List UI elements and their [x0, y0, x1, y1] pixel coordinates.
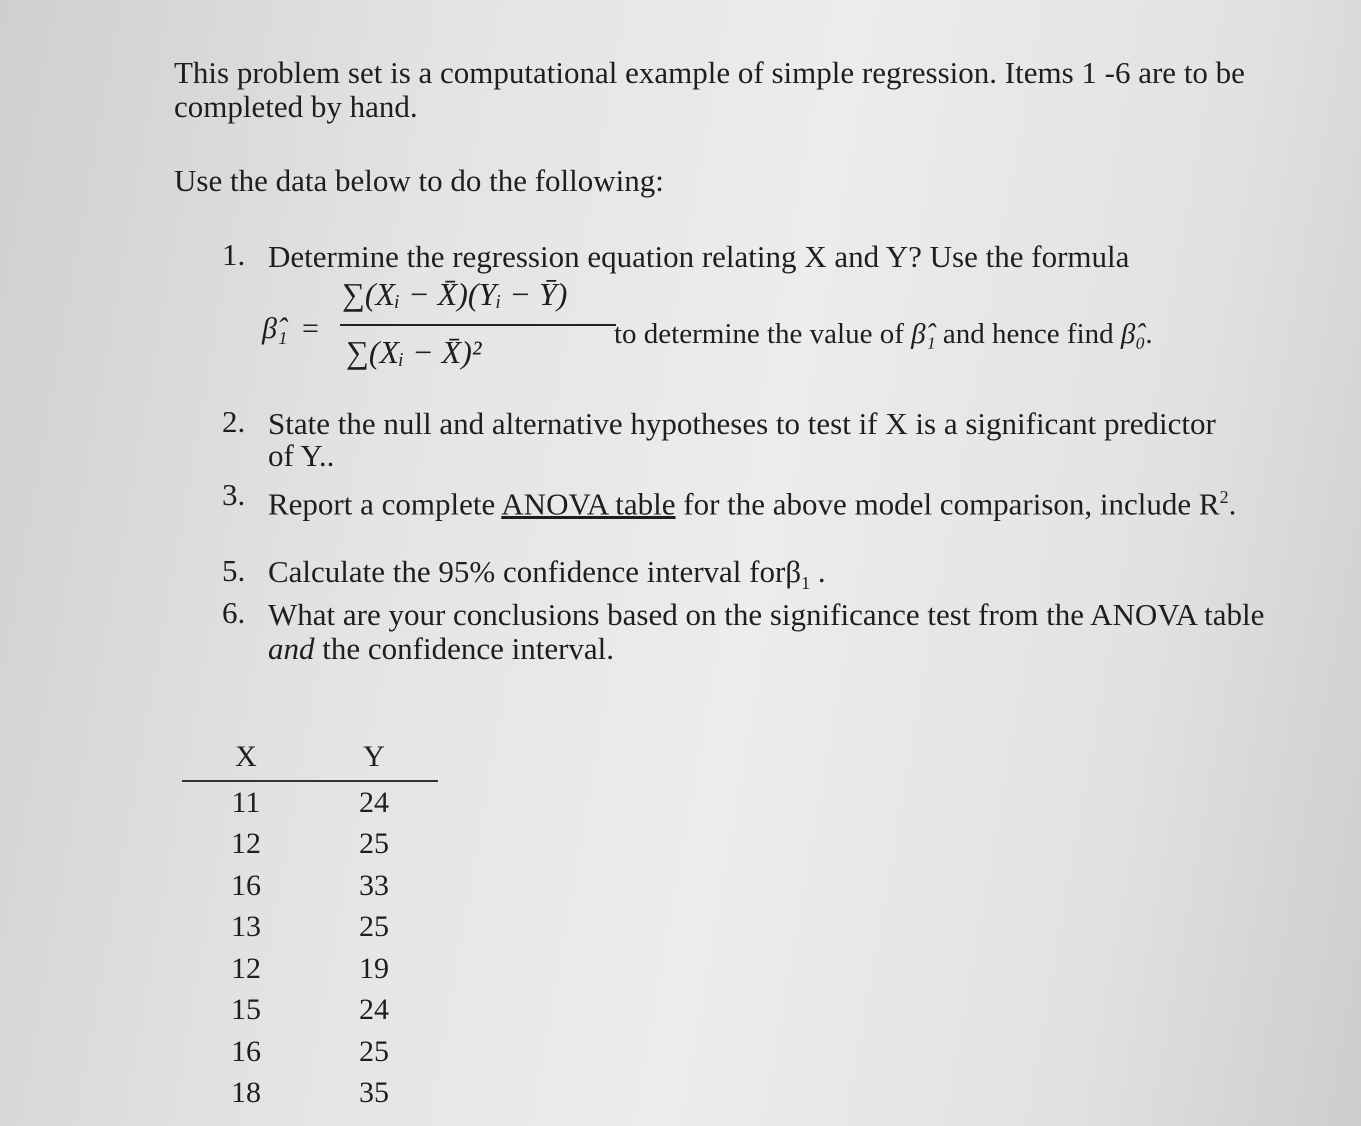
- table-row: [182, 824, 438, 866]
- and-hence-text: and hence find: [942, 318, 1114, 350]
- beta0-symbol: β̂₀: [1120, 318, 1146, 350]
- header-x: X: [182, 740, 310, 781]
- cell-x: 13: [231, 910, 261, 944]
- item-1-continuation: [614, 318, 1153, 351]
- cell-x: 16: [231, 1034, 261, 1068]
- item-6-number: 6.: [222, 595, 246, 630]
- item-5-body: Calculate the 95% confidence interval for: [268, 554, 786, 589]
- cell-x: 11: [231, 785, 261, 819]
- cell-x: 16: [231, 868, 261, 902]
- item-2-number: 2.: [222, 404, 246, 439]
- cell-y: 33: [359, 868, 389, 902]
- beta1-formula: [262, 276, 622, 394]
- item-1-end: .: [1145, 318, 1153, 350]
- data-table: [182, 740, 438, 1114]
- table-row: [182, 1031, 438, 1073]
- fraction-bar: [340, 324, 616, 326]
- item-1-text: Determine the regression equation relating X and Y? Use the formula: [268, 239, 1130, 274]
- beta-subscript: 1: [801, 573, 811, 594]
- item-6-line-2: [268, 632, 614, 666]
- cell-x: 12: [231, 951, 261, 985]
- table-row: [182, 1073, 438, 1115]
- intro-line-2: completed by hand.: [174, 89, 418, 124]
- formula-numerator: ∑(Xᵢ − X̄)(Yᵢ − Ȳ): [342, 276, 568, 312]
- item-6-rest: the confidence interval.: [322, 631, 615, 666]
- item-5-number: 5.: [222, 553, 246, 588]
- cell-y: 24: [359, 785, 389, 819]
- formula-lhs: β̂₁: [262, 312, 288, 345]
- item-6-line-1: What are your conclusions based on the significance test from the ANOVA table: [268, 597, 1265, 632]
- table-header-row: [182, 740, 438, 781]
- beta1-symbol: β̂₁: [911, 318, 936, 350]
- cell-y: 25: [359, 827, 389, 861]
- cell-y: 35: [359, 1076, 389, 1110]
- table-row: [182, 781, 438, 824]
- item-3-number: 3.: [222, 477, 246, 512]
- cell-y: 25: [359, 1034, 389, 1068]
- intro-line-1: This problem set is a computational example of simple regression. Items 1 -6 are to be: [174, 55, 1245, 90]
- header-y: Y: [310, 740, 438, 781]
- item-5-text: [268, 555, 826, 600]
- cell-y: 19: [359, 951, 389, 985]
- beta-symbol: β: [785, 554, 802, 589]
- cell-y: 25: [359, 910, 389, 944]
- cell-y: 24: [359, 993, 389, 1027]
- table-row: [182, 990, 438, 1032]
- r-squared-exponent: 2: [1219, 487, 1229, 507]
- item-3-before: Report a complete: [268, 486, 496, 522]
- item-6-italic: and: [268, 631, 315, 666]
- item-3-end: .: [1228, 486, 1237, 522]
- instruction: Use the data below to do the following:: [174, 163, 664, 198]
- cell-x: 15: [231, 993, 261, 1027]
- cell-x: 18: [231, 1076, 261, 1110]
- item-3-after: for the above model comparison, include R: [683, 486, 1220, 522]
- cell-x: 12: [231, 827, 261, 861]
- after-formula-text: to determine the value of: [614, 318, 904, 350]
- formula-denominator: ∑(Xᵢ − X̄)²: [346, 334, 482, 370]
- item-1-number: 1.: [222, 237, 246, 272]
- anova-table-link[interactable]: ANOVA table: [501, 486, 676, 522]
- item-5-end: .: [817, 554, 826, 589]
- table-row: [182, 907, 438, 949]
- table-row: [182, 948, 438, 990]
- item-2-line-1: State the null and alternative hypotheses to test if X is a significant predictor: [268, 406, 1216, 441]
- formula-equals: =: [302, 312, 319, 345]
- item-3-text: [268, 480, 1236, 521]
- item-2-line-2: of Y..: [268, 438, 335, 473]
- table-row: [182, 865, 438, 907]
